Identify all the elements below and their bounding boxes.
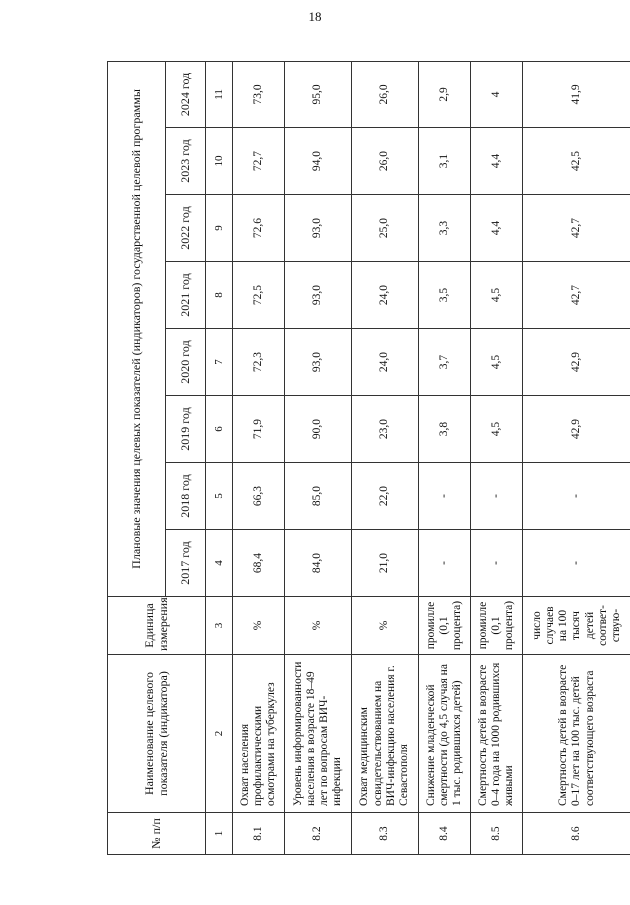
row-value: - bbox=[418, 530, 470, 597]
column-number: 2 bbox=[206, 655, 233, 813]
row-value: 85,0 bbox=[285, 463, 352, 530]
row-value: 90,0 bbox=[285, 396, 352, 463]
header-year: 2019 год bbox=[166, 396, 206, 463]
table-row bbox=[470, 61, 522, 854]
row-unit: число случаев на 100 тысяч детей соответ-ствую- bbox=[523, 597, 630, 655]
row-value: 26,0 bbox=[351, 128, 418, 195]
row-num: 8.3 bbox=[351, 813, 418, 855]
table-row bbox=[285, 61, 352, 854]
column-number: 1 bbox=[206, 813, 233, 855]
header-num: № п/п bbox=[108, 813, 206, 855]
row-value: 93,0 bbox=[285, 262, 352, 329]
column-number: 10 bbox=[206, 128, 233, 195]
row-name: Смертность детей в возрасте 0–17 лет на 100 тыс. детей соответствующего возраста bbox=[523, 655, 630, 813]
header-year: 2017 год bbox=[166, 530, 206, 597]
row-value: 4,4 bbox=[470, 128, 522, 195]
row-value: 3,5 bbox=[418, 262, 470, 329]
row-unit: промилле (0,1 процента) bbox=[470, 597, 522, 655]
row-num: 8.2 bbox=[285, 813, 352, 855]
target-indicators-table bbox=[107, 61, 630, 855]
row-value: 42,9 bbox=[523, 396, 630, 463]
row-value: 4,5 bbox=[470, 262, 522, 329]
row-value: 42,7 bbox=[523, 262, 630, 329]
table-row bbox=[233, 61, 285, 854]
row-value: - bbox=[523, 530, 630, 597]
row-name: Охват населения профилактическими осмотрами на туберкулез bbox=[233, 655, 285, 813]
header-year: 2023 год bbox=[166, 128, 206, 195]
page-number: 18 bbox=[308, 9, 322, 24]
header-name: Наименование целевого показателя (индикатора) bbox=[108, 655, 206, 813]
row-value: 42,9 bbox=[523, 329, 630, 396]
header-year: 2024 год bbox=[166, 61, 206, 127]
table-row bbox=[418, 61, 470, 854]
column-number: 6 bbox=[206, 396, 233, 463]
column-number: 7 bbox=[206, 329, 233, 396]
rotated-table-wrapper bbox=[107, 62, 630, 855]
row-num: 8.6 bbox=[523, 813, 630, 855]
row-value: - bbox=[523, 463, 630, 530]
column-number: 5 bbox=[206, 463, 233, 530]
row-num: 8.1 bbox=[233, 813, 285, 855]
row-value: 95,0 bbox=[285, 61, 352, 127]
row-value: 26,0 bbox=[351, 61, 418, 127]
row-value: 24,0 bbox=[351, 262, 418, 329]
row-value: 72,5 bbox=[233, 262, 285, 329]
row-value: 41,9 bbox=[523, 61, 630, 127]
row-unit: % bbox=[233, 597, 285, 655]
row-value: 25,0 bbox=[351, 195, 418, 262]
row-value: 24,0 bbox=[351, 329, 418, 396]
row-value: - bbox=[418, 463, 470, 530]
row-value: 71,9 bbox=[233, 396, 285, 463]
row-name: Охват медицинским освидетельствованием на ВИЧ-инфекцию населения г. Севастополя bbox=[351, 655, 418, 813]
row-value: 4,5 bbox=[470, 329, 522, 396]
row-value: 72,6 bbox=[233, 195, 285, 262]
row-name: Уровень информированности населения в возрасте 18–49 лет по вопросам ВИЧ-инфекции bbox=[285, 655, 352, 813]
header-year: 2018 год bbox=[166, 463, 206, 530]
row-value: 4,5 bbox=[470, 396, 522, 463]
row-unit: % bbox=[351, 597, 418, 655]
row-value: - bbox=[470, 463, 522, 530]
row-value: 66,3 bbox=[233, 463, 285, 530]
row-value: 93,0 bbox=[285, 329, 352, 396]
row-value: 4 bbox=[470, 61, 522, 127]
row-value: 4,4 bbox=[470, 195, 522, 262]
row-unit: промилле (0,1 процента) bbox=[418, 597, 470, 655]
row-value: 3,3 bbox=[418, 195, 470, 262]
row-value: 72,7 bbox=[233, 128, 285, 195]
header-unit: Единица измерения bbox=[108, 597, 206, 655]
row-num: 8.5 bbox=[470, 813, 522, 855]
row-name: Снижение младенческой смертности (до 4,5 случая на 1 тыс. родившихся детей) bbox=[418, 655, 470, 813]
column-numbers-row bbox=[206, 61, 233, 854]
table-row bbox=[351, 61, 418, 854]
row-value: 93,0 bbox=[285, 195, 352, 262]
column-number: 4 bbox=[206, 530, 233, 597]
row-unit: % bbox=[285, 597, 352, 655]
row-name: Смертность детей в возрасте 0–4 года на 1000 родившихся живыми bbox=[470, 655, 522, 813]
row-value: 73,0 bbox=[233, 61, 285, 127]
row-value: - bbox=[470, 530, 522, 597]
row-value: 84,0 bbox=[285, 530, 352, 597]
header-year: 2021 год bbox=[166, 262, 206, 329]
row-value: 21,0 bbox=[351, 530, 418, 597]
row-value: 3,1 bbox=[418, 128, 470, 195]
row-value: 22,0 bbox=[351, 463, 418, 530]
row-value: 42,5 bbox=[523, 128, 630, 195]
header-year: 2020 год bbox=[166, 329, 206, 396]
row-value: 23,0 bbox=[351, 396, 418, 463]
column-number: 3 bbox=[206, 597, 233, 655]
header-plan: Плановые значения целевых показателей (индикаторов) государственной целевой программы bbox=[108, 61, 166, 596]
row-value: 72,3 bbox=[233, 329, 285, 396]
column-number: 8 bbox=[206, 262, 233, 329]
row-value: 94,0 bbox=[285, 128, 352, 195]
column-number: 11 bbox=[206, 61, 233, 127]
row-value: 3,8 bbox=[418, 396, 470, 463]
row-value: 2,9 bbox=[418, 61, 470, 127]
row-value: 3,7 bbox=[418, 329, 470, 396]
row-value: 42,7 bbox=[523, 195, 630, 262]
header-year: 2022 год bbox=[166, 195, 206, 262]
row-num: 8.4 bbox=[418, 813, 470, 855]
row-value: 68,4 bbox=[233, 530, 285, 597]
table-row bbox=[523, 61, 630, 854]
column-number: 9 bbox=[206, 195, 233, 262]
